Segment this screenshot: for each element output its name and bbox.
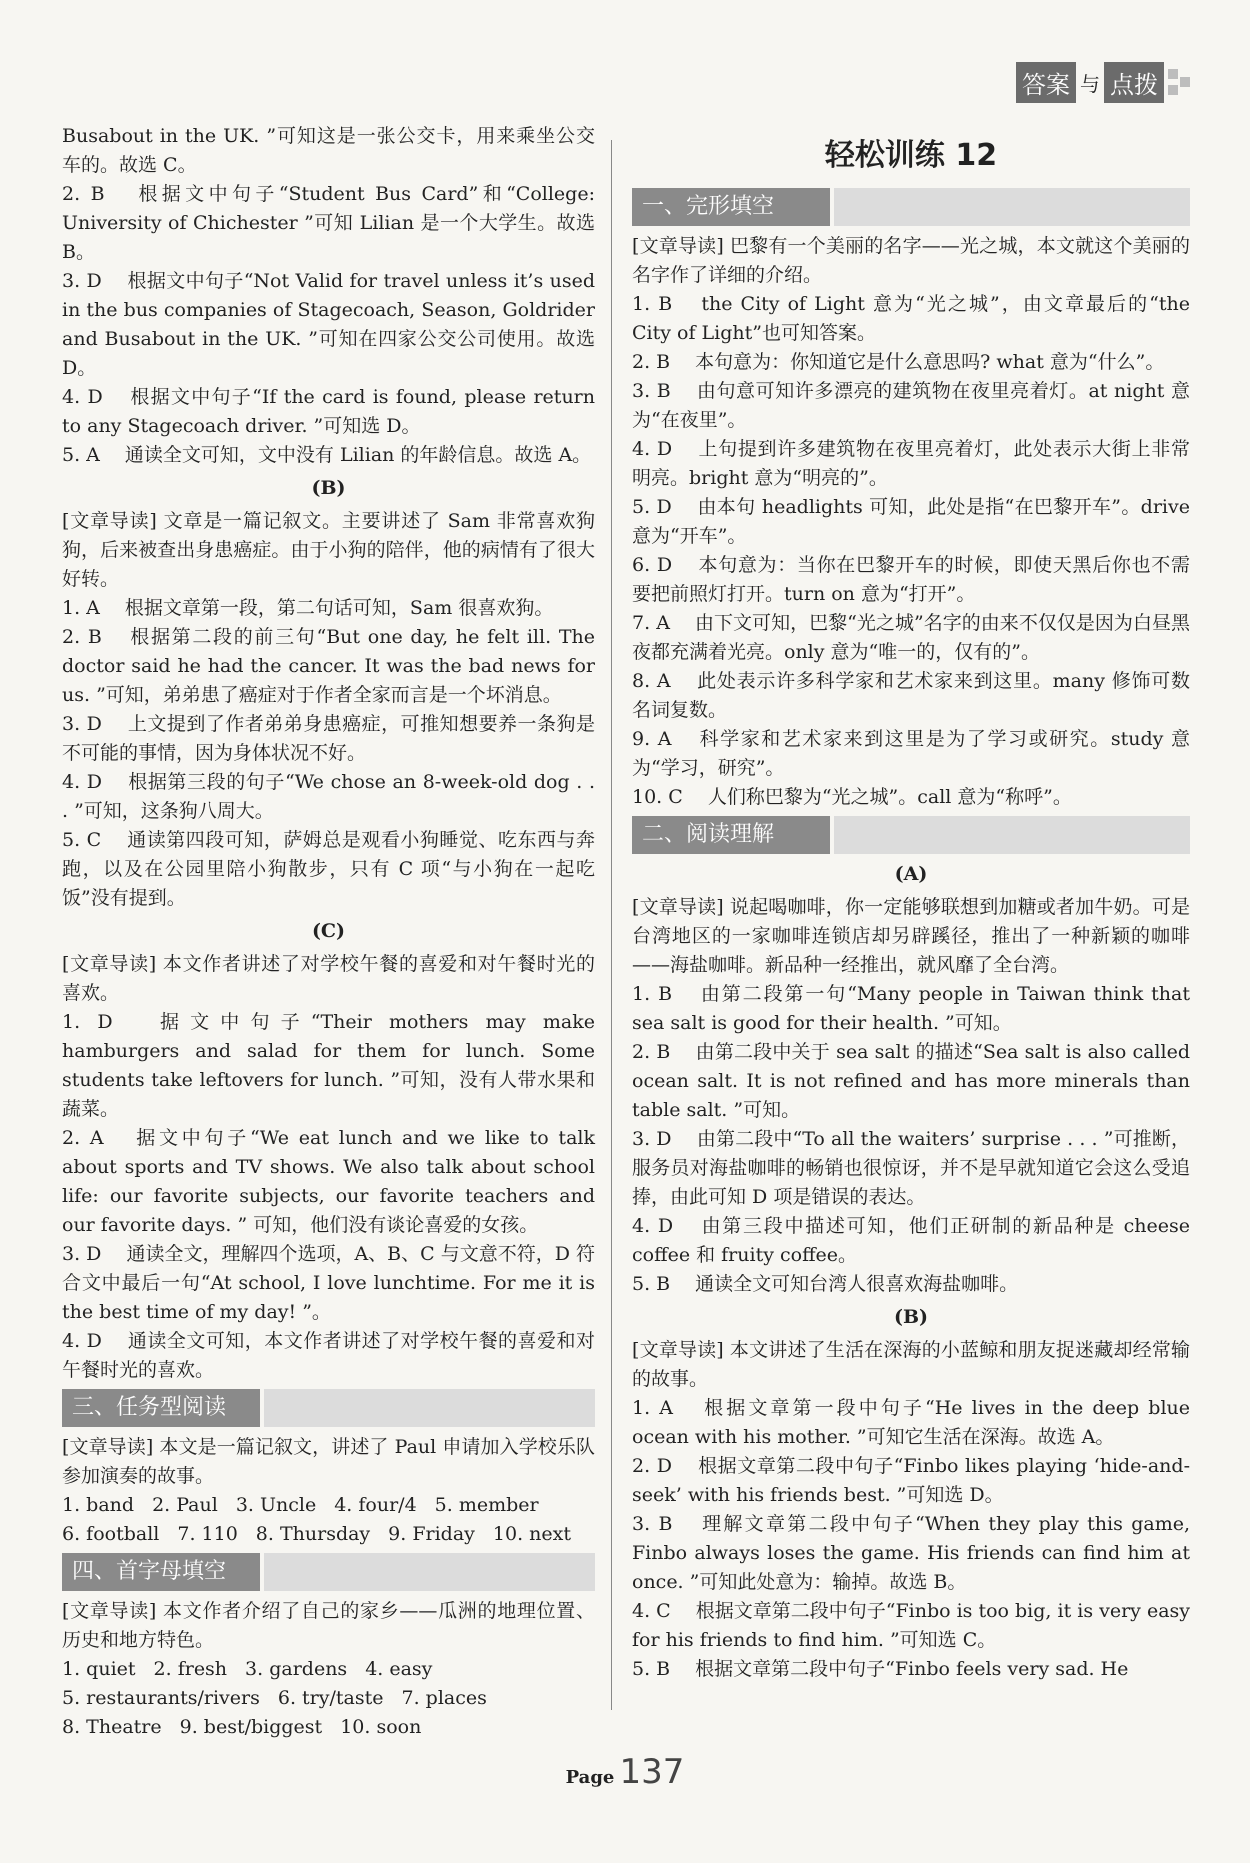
right-paragraph: 3. B 由句意可知许多漂亮的建筑物在夜里亮着灯。at night 意为“在夜里”。 xyxy=(632,380,1190,431)
section-header-task-reading xyxy=(62,1389,595,1427)
right-paragraph: 5. B 通读全文可知台湾人很喜欢海盐咖啡。 xyxy=(632,1273,1019,1295)
right-paragraph: 3. B 理解文章第二段中句子“When they play this game, Finbo always loses the game. His friends can find him at once. ”可知此处意为：输掉。故选 B。 xyxy=(632,1513,1190,1593)
column-divider xyxy=(611,140,612,1710)
right-paragraph: 5. D 由本句 headlights 可知，此处是指“在巴黎开车”。drive 意为“开车”。 xyxy=(632,496,1190,547)
answer-item: 1. quiet xyxy=(62,1658,136,1680)
left-paragraph: [文章导读] 文章是一篇记叙文。主要讲述了 Sam 非常喜欢狗狗，后来被查出身患癌症。由于小狗的陪伴，他的病情有了很大好转。 xyxy=(62,510,595,590)
right-paragraph: [文章导读] 说起喝咖啡，你一定能够联想到加糖或者加牛奶。可是台湾地区的一家咖啡连锁店却另辟蹊径，推出了一种新颖的咖啡——海盐咖啡。新品种一经推出，就风靡了全台湾。 xyxy=(632,896,1190,976)
answer-item: 4. four/4 xyxy=(334,1494,417,1516)
answer-item: 5. restaurants/rivers xyxy=(62,1687,260,1709)
left-paragraph: 2. B 根据第二段的前三句“But one day, he felt ill. The doctor said he had the cancer. It was the bad news for us. ”可知，弟弟患了癌症对于作者全家而言是一个坏消息。 xyxy=(62,626,595,706)
header-connector: 与 xyxy=(1080,72,1100,96)
answer-item: 7. 110 xyxy=(177,1523,238,1545)
answer-item: 6. football xyxy=(62,1523,160,1545)
right-paragraph: 4. D 上句提到许多建筑物在夜里亮着灯，此处表示大街上非常明亮。bright 意为“明亮的”。 xyxy=(632,438,1190,489)
right-paragraph: 3. D 由第二段中“To all the waiters’ surprise . . . ”可推断，服务员对海盐咖啡的畅销也很惊讶，并不是早就知道它会这么受追捧，由此可知 D 项是错误的表达。 xyxy=(632,1128,1190,1208)
left-paragraph: 2. A 据文中句子“We eat lunch and we like to talk about sports and TV shows. We also talk about school life: our favorite subjects, our favorite teachers and our favorite days. ” 可知，他们没有谈论喜爱的女孩。 xyxy=(62,1127,595,1236)
answer-item: 9. best/biggest xyxy=(179,1716,323,1738)
section-title: 三、任务型阅读 xyxy=(62,1389,260,1427)
right-paragraph: 2. B 本句意为：你知道它是什么意思吗? what 意为“什么”。 xyxy=(632,351,1165,373)
section-title: 一、完形填空 xyxy=(632,188,830,226)
left-paragraph: [文章导读] 本文是一篇记叙文，讲述了 Paul 申请加入学校乐队参加演奏的故事。 xyxy=(62,1436,595,1487)
right-paragraph: 2. B 由第二段中关于 sea salt 的描述“Sea salt is also called ocean salt. It is not refined and has more minerals than table salt. ”可知。 xyxy=(632,1041,1190,1121)
answer-item: 2. fresh xyxy=(153,1658,228,1680)
section-bar xyxy=(264,1389,595,1427)
answer-list xyxy=(62,1491,595,1549)
header-hint-label: 点拨 xyxy=(1104,62,1164,103)
answer-item: 7. places xyxy=(401,1687,487,1709)
answer-item: 5. member xyxy=(434,1494,539,1516)
answer-item: 4. easy xyxy=(365,1658,433,1680)
answer-item: 8. Thursday xyxy=(255,1523,371,1545)
left-paragraph: 5. C 通读第四段可知，萨姆总是观看小狗睡觉、吃东西与奔跑，以及在公园里陪小狗散步，只有 C 项“与小狗在一起吃饭”没有提到。 xyxy=(62,829,595,909)
left-paragraph: 1. D 据文中句子“Their mothers may make hamburgers and salad for them for lunch. Some students take leftovers for lunch. ”可知，没有人带水果和蔬菜。 xyxy=(62,1011,595,1120)
header-badge xyxy=(1016,62,1192,103)
answer-item: 8. Theatre xyxy=(62,1716,162,1738)
right-column xyxy=(632,122,1190,1684)
left-paragraph: 3. D 上文提到了作者弟弟身患癌症，可推知想要养一条狗是不可能的事情，因为身体状况不好。 xyxy=(62,713,595,764)
right-paragraph: 1. B the City of Light 意为“光之城”，由文章最后的“the City of Light”也可知答案。 xyxy=(632,293,1190,344)
answer-item: 2. Paul xyxy=(152,1494,218,1516)
right-paragraph: 1. A 根据文章第一段中句子“He lives in the deep blue ocean with his mother. ”可知它生活在深海。故选 A。 xyxy=(632,1397,1190,1448)
right-paragraph: 10. C 人们称巴黎为“光之城”。call 意为“称呼”。 xyxy=(632,786,1072,808)
answer-item: 9. Friday xyxy=(388,1523,475,1545)
left-paragraph: 3. D 根据文中句子“Not Valid for travel unless it’s used in the bus companies of Stagecoach, Season, Goldrider and Busabout in the UK. ”可知在四家公交公司使用。故选 D。 xyxy=(62,270,595,379)
left-paragraph: 5. A 通读全文可知，文中没有 Lilian 的年龄信息。故选 A。 xyxy=(62,444,592,466)
subsection-label-b: (B) xyxy=(893,1306,929,1328)
right-paragraph: 8. A 此处表示许多科学家和艺术家来到这里。many 修饰可数名词复数。 xyxy=(632,670,1190,721)
right-paragraph: [文章导读] 本文讲述了生活在深海的小蓝鲸和朋友捉迷藏却经常输的故事。 xyxy=(632,1339,1190,1390)
left-paragraph: 4. D 根据文中句子“If the card is found, please return to any Stagecoach driver. ”可知选 D。 xyxy=(62,386,595,437)
left-column xyxy=(62,122,595,1742)
answer-item: 3. gardens xyxy=(245,1658,348,1680)
right-paragraph: 6. D 本句意为：当你在巴黎开车的时候，即使天黑后你也不需要把前照灯打开。turn on 意为“打开”。 xyxy=(632,554,1190,605)
left-paragraph: 4. D 根据第三段的句子“We chose an 8-week-old dog . . . ”可知，这条狗八周大。 xyxy=(62,771,595,822)
answer-item: 10. next xyxy=(492,1523,571,1545)
right-paragraph: 4. C 根据文章第二段中句子“Finbo is too big, it is very easy for his friends to find him. ”可知选 C。 xyxy=(632,1600,1191,1651)
subsection-label-a: (A) xyxy=(894,863,928,885)
subsection-label-b: (B) xyxy=(311,477,346,499)
page-footer xyxy=(0,1752,1250,1792)
right-paragraph: 9. A 科学家和艺术家来到这里是为了学习或研究。study 意为“学习，研究”。 xyxy=(632,728,1190,779)
right-paragraph: 2. D 根据文章第二段中句子“Finbo likes playing ‘hide-and-seek’ with his friends best. ”可知选 D。 xyxy=(632,1455,1190,1506)
header-decoration-icon xyxy=(1168,69,1192,97)
answer-list xyxy=(62,1655,595,1742)
section-bar xyxy=(264,1553,595,1591)
page-number: 137 xyxy=(619,1752,685,1792)
section-title: 四、首字母填空 xyxy=(62,1553,260,1591)
left-paragraph: [文章导读] 本文作者讲述了对学校午餐的喜爱和对午餐时光的喜欢。 xyxy=(62,953,595,1004)
answer-item: 3. Uncle xyxy=(235,1494,317,1516)
left-paragraph: 2. B 根据文中句子“Student Bus Card”和“College: University of Chichester ”可知 Lilian 是一个大学生。故选 B。 xyxy=(62,183,595,263)
right-paragraph: [文章导读] 巴黎有一个美丽的名字——光之城，本文就这个美丽的名字作了详细的介绍。 xyxy=(632,235,1190,286)
left-paragraph: [文章导读] 本文作者介绍了自己的家乡——瓜洲的地理位置、历史和地方特色。 xyxy=(62,1600,595,1651)
right-paragraph: 1. B 由第二段第一句“Many people in Taiwan think that sea salt is good for their health. ”可知。 xyxy=(632,983,1190,1034)
left-paragraph: 3. D 通读全文，理解四个选项，A、B、C 与文意不符，D 符合文中最后一句“At school, I love lunchtime. For me it is the best time of my day! ”。 xyxy=(62,1243,595,1323)
right-paragraph: 5. B 根据文章第二段中句子“Finbo feels very sad. He xyxy=(632,1658,1129,1680)
section-bar xyxy=(834,188,1190,226)
section-header-initial-letter xyxy=(62,1553,595,1591)
right-paragraph: 4. D 由第三段中描述可知，他们正研制的新品种是 cheese coffee 和 fruity coffee。 xyxy=(632,1215,1190,1266)
right-paragraph: 7. A 由下文可知，巴黎“光之城”名字的由来不仅仅是因为白昼黑夜都充满着光亮。only 意为“唯一的，仅有的”。 xyxy=(632,612,1190,663)
answer-item: 6. try/taste xyxy=(277,1687,384,1709)
answer-item: 10. soon xyxy=(340,1716,422,1738)
left-paragraph: Busabout in the UK. ”可知这是一张公交卡，用来乘坐公交车的。故选 C。 xyxy=(62,125,595,176)
subsection-label-c: (C) xyxy=(311,920,346,942)
page-label: Page xyxy=(565,1767,615,1788)
section-header-cloze xyxy=(632,188,1190,226)
answer-item: 1. band xyxy=(62,1494,135,1516)
section-bar xyxy=(834,816,1190,854)
left-paragraph: 1. A 根据文章第一段，第二句话可知，Sam 很喜欢狗。 xyxy=(62,597,554,619)
page-title: 轻松训练 12 xyxy=(824,138,998,173)
left-paragraph: 4. D 通读全文可知，本文作者讲述了对学校午餐的喜爱和对午餐时光的喜欢。 xyxy=(62,1330,595,1381)
section-header-reading xyxy=(632,816,1190,854)
header-answer-label: 答案 xyxy=(1016,62,1076,103)
section-title: 二、阅读理解 xyxy=(632,816,830,854)
